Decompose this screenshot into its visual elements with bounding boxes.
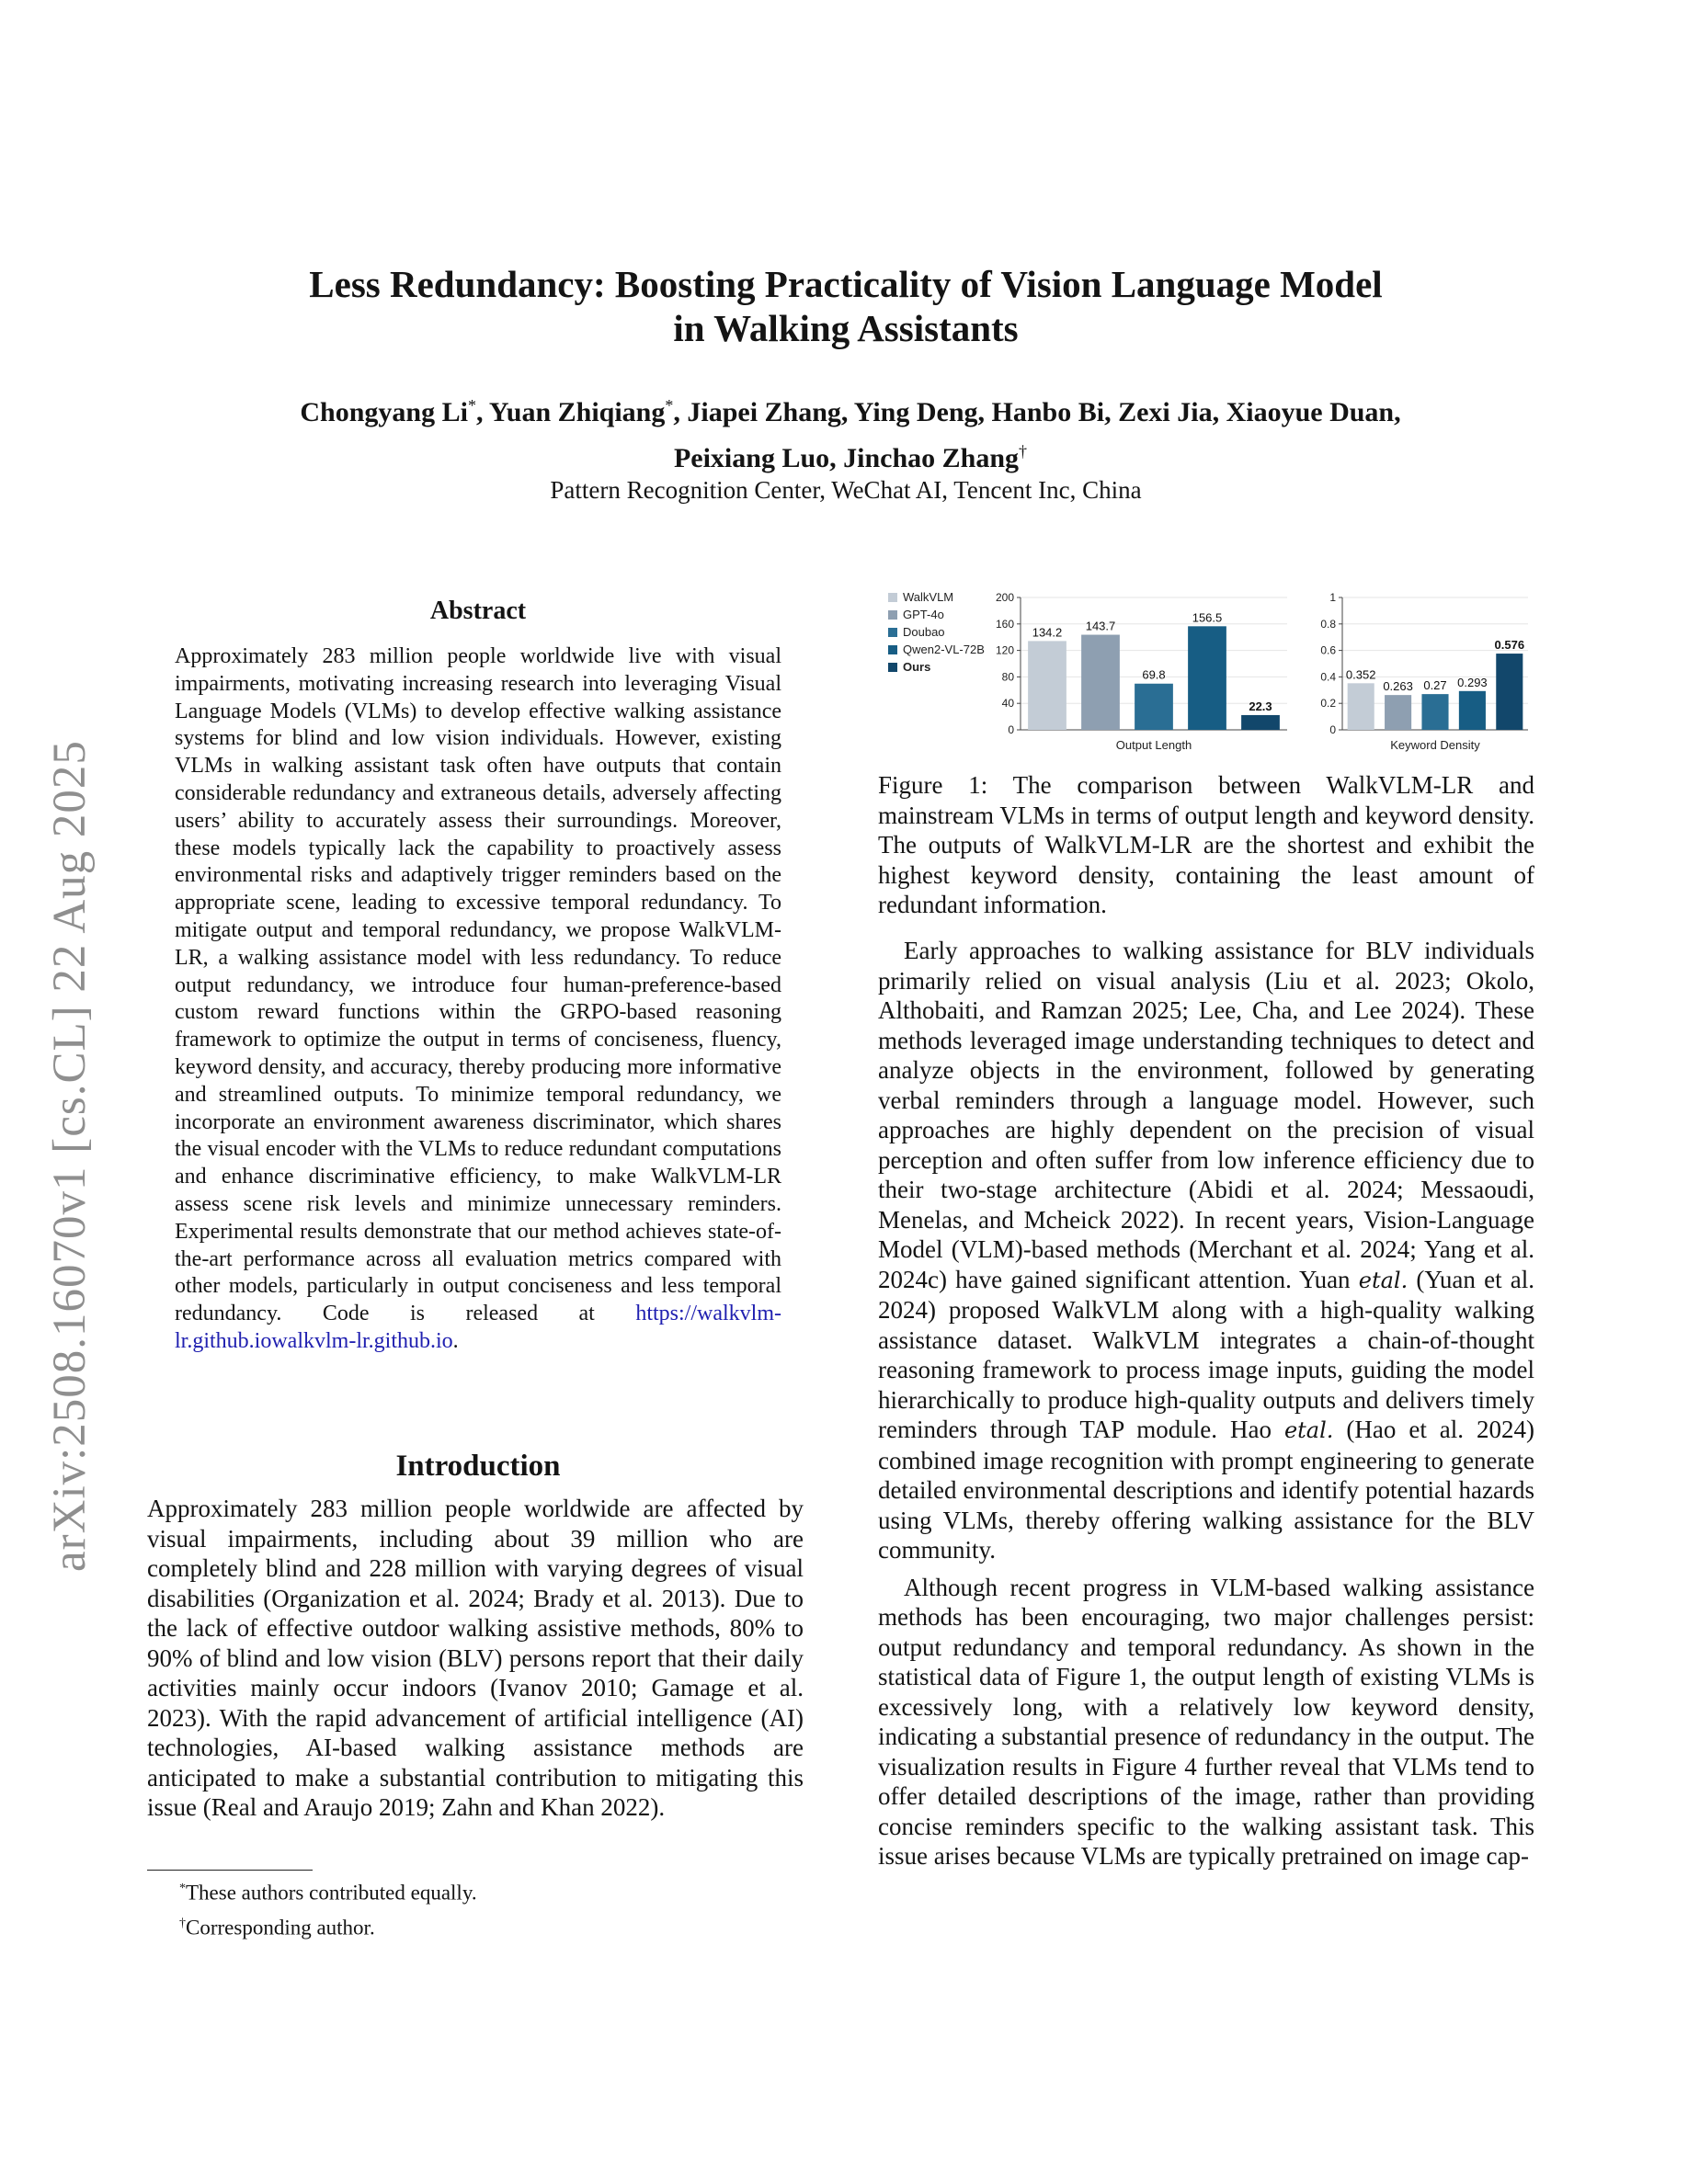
bar-value-label: 134.2 — [1032, 625, 1063, 640]
footnote-equal — [179, 1873, 731, 1908]
introduction-body: Approximately 283 million people worldwide are affected by visual impairments, including about 39 million who are completely blind and 228 million with varying degrees of visual disabilities (Organization et al. 2024; Brady et al. 2013). Due to the lack of effective outdoor walking assistive methods, 80% to 90% of blind and low vision (BLV) persons report that their daily activities mainly occur indoors (Ivanov 2010; Gamage et al. 2023). With the rapid advancement of artificial intelligence (AI) technologies, AI-based walking assistance methods are anticipated to make a substantial contribution to mitigating this issue (Real and Araujo 2019; Zahn and Khan 2022). — [147, 1495, 804, 1821]
paragraph-early-approaches — [878, 936, 1534, 1565]
bar-value-label: 0.352 — [1345, 667, 1376, 682]
abstract-end: . — [452, 1328, 459, 1353]
legend-swatch — [888, 645, 897, 654]
bar-value-label: 22.3 — [1249, 699, 1272, 713]
author-list: Chongyang Li*, Yuan Zhiqiang*, Jiapei Zhang, Ying Deng, Hanbo Bi, Zexi Jia, Xiaoyue Duan, Peixiang Luo, Jinchao Zhang† — [300, 396, 1401, 473]
figure-1-chart — [873, 588, 1535, 754]
x-axis-label: Keyword Density — [1390, 738, 1480, 752]
equal-contribution-mark: * — [467, 396, 476, 415]
bar — [1241, 715, 1280, 730]
y-tick-label: 160 — [995, 617, 1014, 631]
title-line-2: in Walking Assistants — [673, 307, 1019, 349]
legend-swatch — [888, 628, 897, 637]
y-tick-label: 0.4 — [1320, 670, 1336, 684]
footnote-2-text: Corresponding author. — [186, 1916, 375, 1939]
introduction-heading: Introduction — [395, 1450, 561, 1483]
paragraph-challenges: Although recent progress in VLM-based walking assistance methods has been encouraging, two major challenges persist: output redundancy and temporal redundancy. As shown in the statistical data of Figure 1, the output length of existing VLMs is excessively long, with a relatively low keyword density, indicating a substantial presence of redundancy in the output. The visualization results in Figure 4 further reveal that VLMs tend to offer detailed descriptions of the image, rather than providing concise reminders specific to the walking assistant task. This issue arises because VLMs are typically pretrained on image cap- — [878, 1573, 1534, 1870]
footnote-1-text: These authors contributed equally. — [186, 1881, 477, 1905]
author-1: Chongyang Li — [300, 397, 468, 427]
bar — [1496, 654, 1523, 730]
authors-line-2: Peixiang Luo, Jinchao Zhang — [673, 443, 1020, 473]
footnotes — [179, 1873, 731, 1942]
corresponding-mark: † — [1019, 442, 1028, 461]
legend-swatch — [888, 610, 897, 620]
bar — [1188, 626, 1226, 730]
bar — [1459, 691, 1486, 730]
legend-label: GPT-4o — [903, 608, 944, 621]
y-tick-label: 200 — [995, 591, 1014, 604]
etal-1: etal. — [1358, 1267, 1409, 1293]
legend-label: WalkVLM — [903, 590, 954, 604]
title-line-1: Less Redundancy: Boosting Practicality of Vision Language Model — [309, 263, 1383, 305]
y-tick-label: 0.6 — [1320, 643, 1336, 657]
arxiv-watermark: arXiv:2508.16070v1 [cs.CL] 22 Aug 2025 — [44, 740, 96, 1572]
bar — [1028, 641, 1066, 730]
legend-swatch — [888, 663, 897, 672]
legend-swatch — [888, 593, 897, 602]
bar-value-label: 143.7 — [1085, 619, 1116, 633]
bar — [1135, 684, 1173, 730]
bar-value-label: 0.263 — [1383, 679, 1413, 694]
legend-label: Qwen2-VL-72B — [903, 643, 985, 656]
abstract-text: Approximately 283 million people worldwide live with visual impairments, motivating increasing research into leveraging Visual Language Models (VLMs) to develop effective walking assistance systems for blind and low vision individuals. However, existing VLMs in walking assistant task often have outputs that contain considerable redundancy and extraneous details, adversely affecting users’ ability to accurately assess their surroundings. Moreover, these models typically lack the capability to proactively assess environmental risks and adaptively trigger reminders based on the appropriate scene, leading to excessive temporal redundancy. To mitigate output and temporal redundancy, we propose WalkVLM-LR, a walking assistance model with less redundancy. To reduce output redundancy, we introduce four human-preference-based custom reward functions within the GRPO-based reasoning framework to optimize the output in terms of conciseness, fluency, keyword density, and accuracy, thereby producing more informative and streamlined outputs. To minimize temporal redundancy, we incorporate an environment awareness discriminator, which shares the visual encoder with the VLMs to reduce redundant computations and enhance discriminative efficiency, to make WalkVLM-LR assess scene risk levels and minimize unnecessary reminders. Experimental results demonstrate that our method achieves state-of-the-art performance across all evaluation metrics compared with other models, particularly in output conciseness and less temporal redundancy. Code is released at — [175, 644, 781, 1326]
bar — [1421, 694, 1448, 730]
figure-1-caption: Figure 1: The comparison between WalkVLM-LR and mainstream VLMs in terms of output length and keyword density. The outputs of WalkVLM-LR are the shortest and exhibit the highest keyword density, containing the least amount of redundant information. — [878, 771, 1534, 918]
p1-part-b: (Yuan et al. 2024) proposed WalkVLM along with a high-quality walking assistance dataset. WalkVLM integrates a chain-of-thought reasoning framework to process image inputs, guiding the model hierarchically to produce high-quality outputs and delivers timely reminders through TAP module. Hao — [878, 1265, 1534, 1443]
y-tick-label: 1 — [1329, 591, 1336, 604]
affiliation: Pattern Recognition Center, WeChat AI, Tencent Inc, China — [550, 476, 1142, 504]
bar — [1385, 695, 1411, 730]
bar — [1081, 635, 1120, 730]
y-tick-label: 0.8 — [1320, 617, 1336, 631]
equal-contribution-mark-2: * — [665, 396, 674, 415]
p1-part-c: (Hao et al. 2024) combined image recognition with prompt engineering to generate detailed environmental descriptions and identify potential hazards using VLMs, thereby offering walking assistance for the BLV community. — [878, 1416, 1535, 1564]
abstract-body — [175, 643, 781, 1356]
bar-value-label: 156.5 — [1192, 610, 1223, 625]
abstract-heading: Abstract — [429, 597, 527, 625]
etal-2: etal. — [1283, 1417, 1334, 1443]
right-column-body — [878, 936, 1534, 1879]
y-tick-label: 0.2 — [1320, 697, 1336, 711]
footnote-mark-2: † — [179, 1916, 186, 1930]
y-tick-label: 40 — [1001, 697, 1014, 711]
author-2: Yuan Zhiqiang — [488, 397, 666, 427]
bar-value-label: 0.576 — [1494, 638, 1525, 653]
bar-value-label: 0.293 — [1457, 675, 1488, 689]
bar — [1348, 683, 1374, 730]
code-link[interactable]: https://walkvlm-lr.github.iowalkvlm-lr.github.io — [175, 1302, 781, 1353]
bar-value-label: 0.27 — [1423, 678, 1447, 693]
bar-value-label: 69.8 — [1142, 667, 1166, 682]
y-tick-label: 120 — [995, 643, 1014, 657]
paper-title — [211, 262, 1480, 350]
p1-part-a: Early approaches to walking assistance for BLV individuals primarily relied on visual analysis (Liu et al. 2023; Okolo, Althobaiti, and Ramzan 2025; Lee, Cha, and Lee 2024). These methods leveraged image understanding techniques to detect and analyze objects in the environment, followed by generating verbal reminders through a language model. However, such approaches are highly dependent on the precision of visual perception and often suffer from low inference efficiency due to their two-stage architecture (Abidi et al. 2024; Messaoudi, Menelas, and Mcheick 2022). In recent years, Vision-Language Model (VLM)-based methods (Merchant et al. 2024; Yang et al. 2024c) have gained significant attention. Yuan — [878, 937, 1534, 1293]
footnote-rule — [147, 1870, 313, 1871]
y-tick-label: 0 — [1329, 723, 1336, 736]
legend-label: Ours — [903, 660, 931, 674]
footnote-corresponding — [179, 1908, 731, 1943]
y-tick-label: 0 — [1008, 723, 1014, 736]
x-axis-label: Output Length — [1115, 738, 1192, 752]
footnote-mark-1: * — [179, 1882, 186, 1895]
authors-rest-line-1: , Jiapei Zhang, Ying Deng, Hanbo Bi, Zexi Jia, Xiaoyue Duan, — [673, 397, 1401, 427]
y-tick-label: 80 — [1001, 670, 1014, 684]
legend-label: Doubao — [903, 625, 945, 639]
